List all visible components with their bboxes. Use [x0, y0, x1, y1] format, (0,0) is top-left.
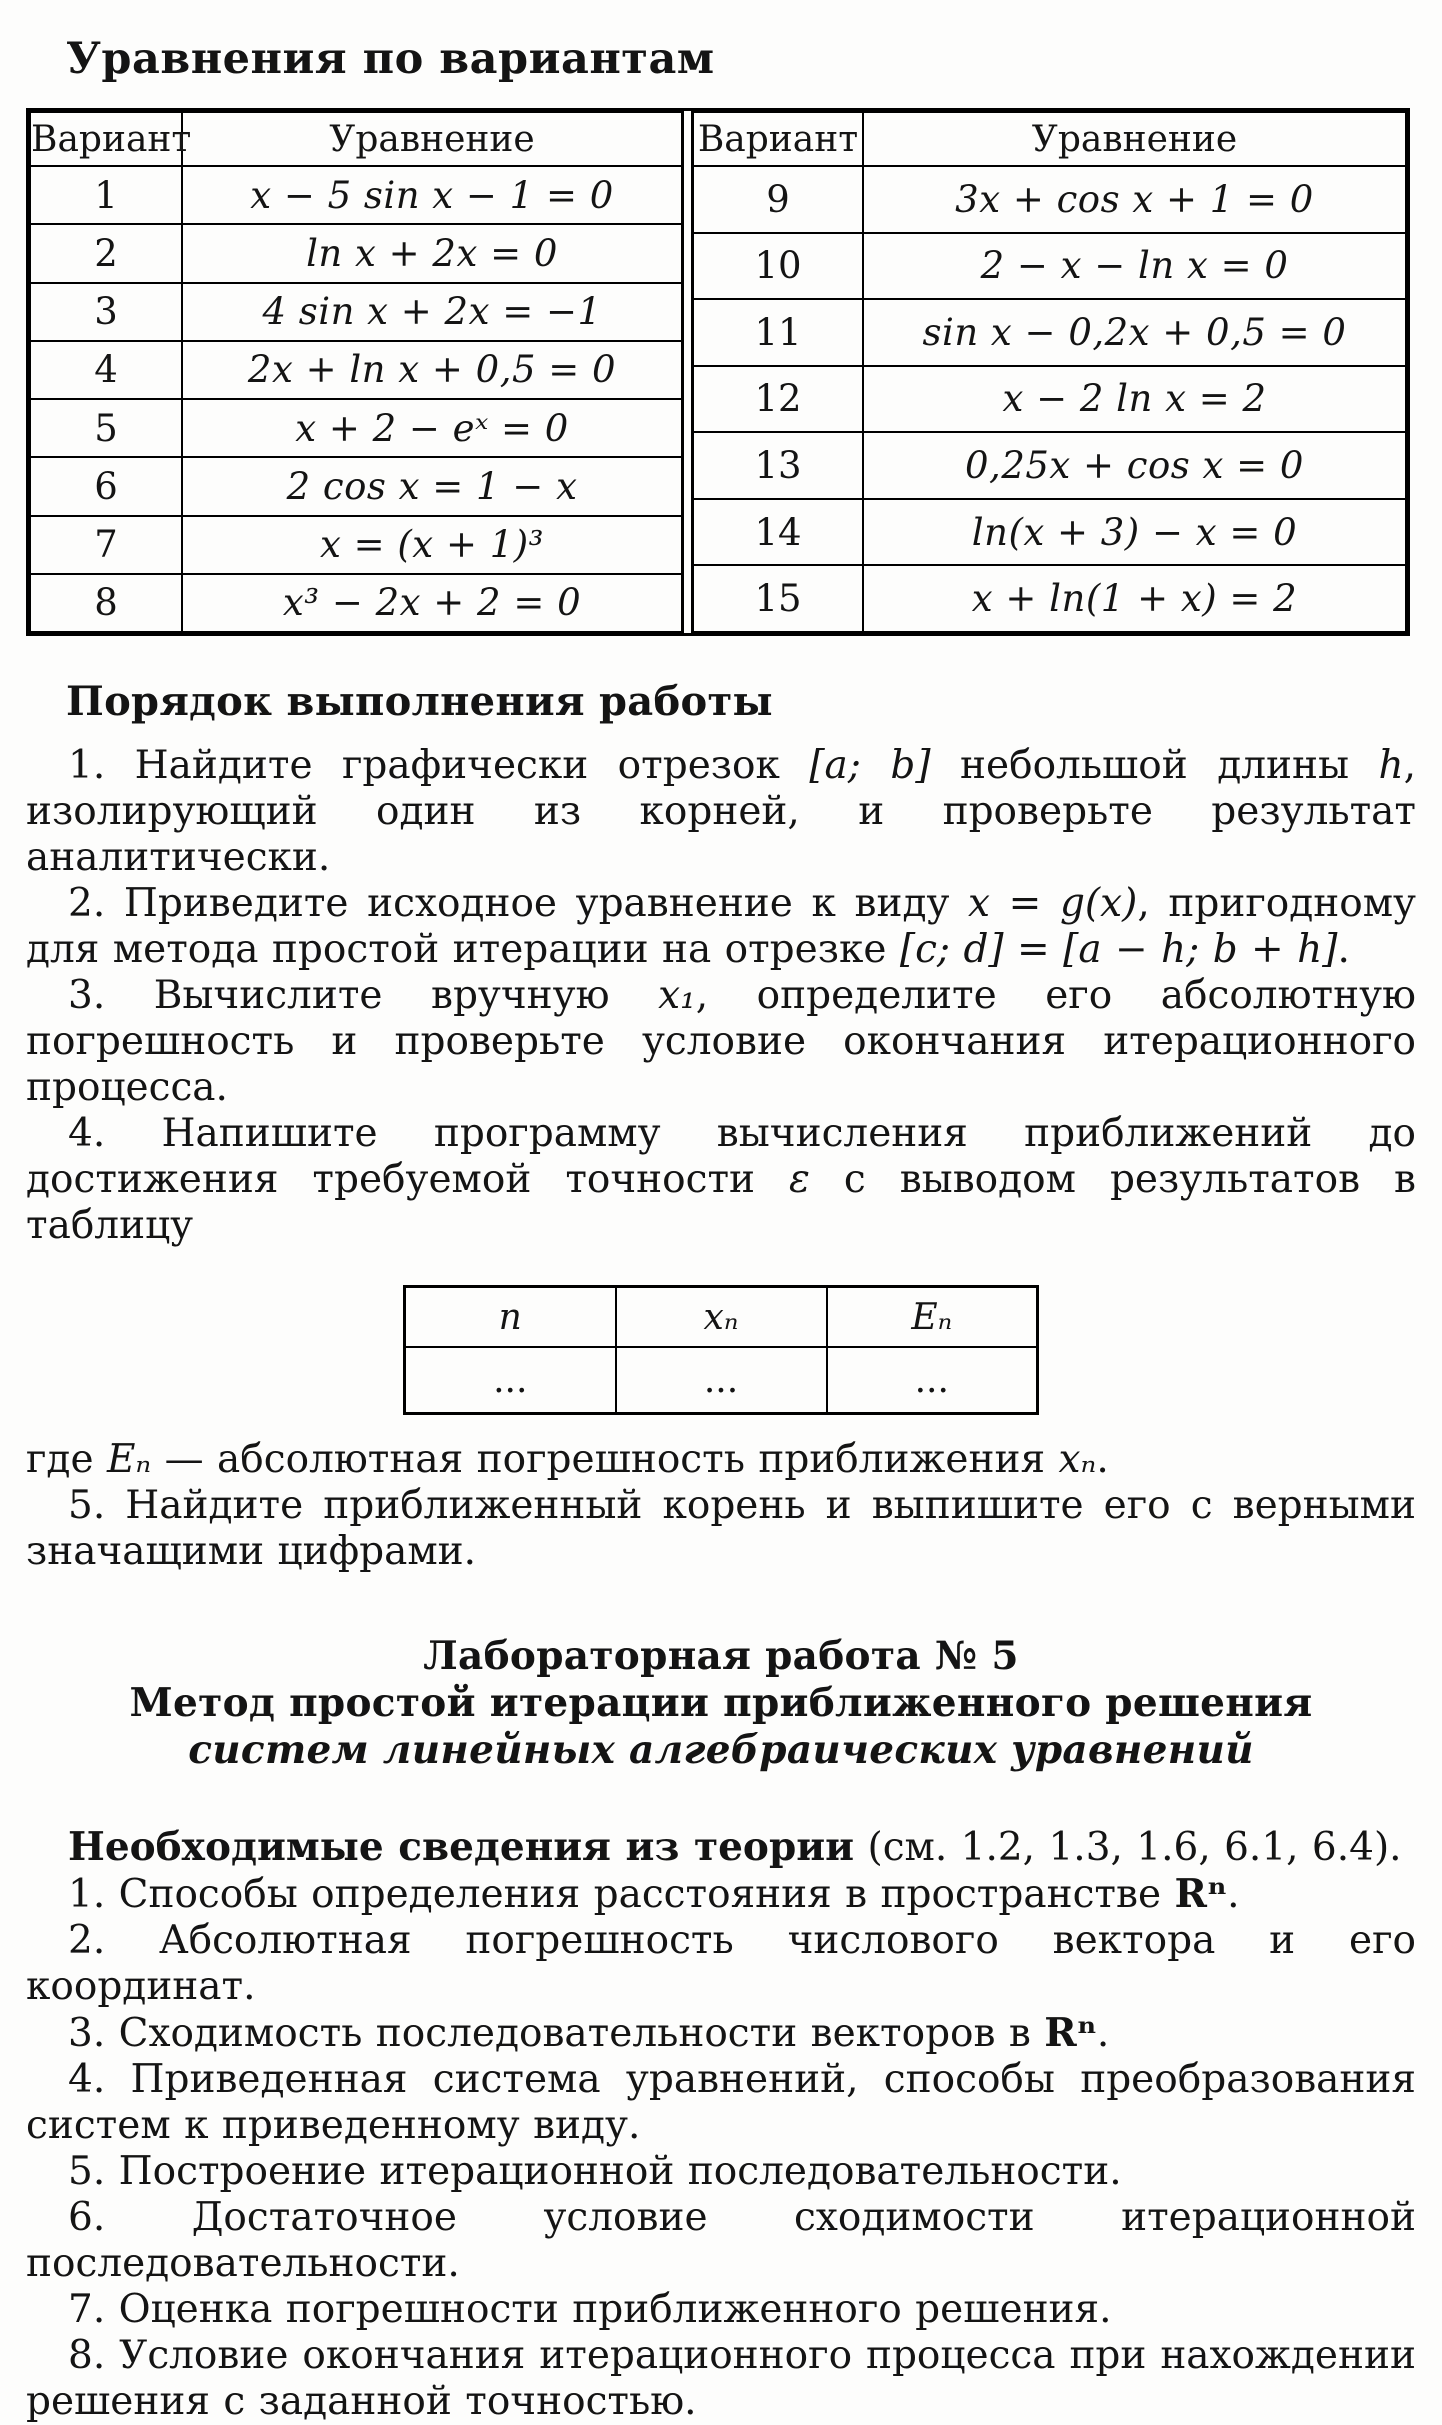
math-run: h	[1378, 743, 1404, 788]
lab-subtitle-2: систем линейных алгебраических уравнений	[188, 1727, 1254, 1773]
equation-header: Уравнение	[863, 112, 1406, 166]
lab-subtitle-1: Метод простой итерации приближенного решения	[129, 1680, 1313, 1726]
variant-cell: 15	[693, 565, 864, 632]
equation-cell: x³ − 2x + 2 = 0	[182, 574, 683, 632]
equation-cell: 0,25x + cos x = 0	[863, 432, 1406, 499]
table-row	[693, 166, 1407, 233]
table-row	[693, 432, 1407, 499]
variant-cell: 4	[30, 341, 182, 399]
theory-item-1	[26, 1871, 1416, 1918]
table-row	[693, 299, 1407, 366]
variant-cell: 10	[693, 233, 864, 300]
equation-cell: sin x − 0,2x + 0,5 = 0	[863, 299, 1406, 366]
math-run: ε	[789, 1157, 810, 1202]
theory-heading	[26, 1824, 1416, 1871]
equation-header: Уравнение	[182, 112, 683, 166]
text-run: (см. 1.2, 1.3, 1.6, 6.1, 6.4).	[854, 1825, 1402, 1870]
equations-table-right	[691, 111, 1407, 633]
text-run: — абсолютная погрешность приближения	[151, 1437, 1059, 1482]
math-run: xₙ	[1058, 1437, 1097, 1482]
where-line	[26, 1437, 1416, 1483]
text-run: , пригодному для метода простой итерации на отрезке	[26, 881, 1416, 972]
theory-section	[26, 1824, 1416, 2425]
equation-cell: 4 sin x + 2x = −1	[182, 283, 683, 341]
equation-cell: 2 cos x = 1 − x	[182, 457, 683, 515]
theory-item-8: 8. Условие окончания итерационного процесса при нахождении решения с заданной точностью.	[26, 2333, 1416, 2424]
variant-header: Вариант	[30, 112, 182, 166]
text-run: 1. Найдите графически отрезок	[68, 743, 810, 788]
math-run: [a; b]	[809, 743, 931, 788]
variant-cell: 14	[693, 499, 864, 566]
math-run: Eₙ	[106, 1437, 152, 1482]
procedure-step-3	[26, 973, 1416, 1111]
text-run: .	[1337, 927, 1350, 972]
equations-table	[26, 108, 1410, 636]
lab-title: Лабораторная работа № 5	[423, 1633, 1019, 1679]
table-row	[30, 224, 683, 282]
math-run: Rⁿ	[1174, 1871, 1228, 1917]
variant-cell: 12	[693, 366, 864, 433]
col-en-header: Eₙ	[827, 1287, 1038, 1348]
text-run: 4. Напишите программу вычисления приближений до достижения требуемой точности	[26, 1111, 1416, 1202]
equation-cell: x − 5 sin x − 1 = 0	[182, 166, 683, 224]
table-row	[693, 366, 1407, 433]
table-row	[693, 499, 1407, 566]
text-run: .	[1096, 1437, 1109, 1482]
table-row	[405, 1347, 1038, 1414]
math-run: Rⁿ	[1044, 2010, 1097, 2056]
lab-work-heading	[26, 1633, 1416, 1774]
theory-item-5: 5. Построение итерационной последовательности.	[68, 2149, 1122, 2194]
variant-cell: 2	[30, 224, 182, 282]
variant-cell: 11	[693, 299, 864, 366]
equation-cell: x − 2 ln x = 2	[863, 366, 1406, 433]
variant-cell: 9	[693, 166, 864, 233]
table-row	[30, 457, 683, 515]
theory-heading-bold: Необходимые сведения из теории	[68, 1824, 855, 1870]
theory-item-3	[26, 2010, 1416, 2057]
dots-cell: ...	[405, 1347, 616, 1414]
equation-cell: ln x + 2x = 0	[182, 224, 683, 282]
procedure-step-1	[26, 743, 1416, 881]
equation-cell: x = (x + 1)³	[182, 516, 683, 574]
text-run: где	[26, 1437, 107, 1482]
variant-cell: 1	[30, 166, 182, 224]
text-run: .	[1227, 1872, 1240, 1917]
results-table	[403, 1285, 1039, 1415]
theory-item-4: 4. Приведенная система уравнений, способы преобразования систем к приведенному виду.	[26, 2057, 1416, 2148]
table-row	[693, 233, 1407, 300]
table-row	[30, 516, 683, 574]
text-run: .	[1096, 2011, 1110, 2056]
equation-cell: ln(x + 3) − x = 0	[863, 499, 1406, 566]
page-title: Уравнения по вариантам	[66, 34, 715, 84]
variant-cell: 6	[30, 457, 182, 515]
text-run: с выводом результатов в таблицу	[26, 1157, 1416, 1248]
variant-cell: 3	[30, 283, 182, 341]
text-run: небольшой длины	[930, 743, 1379, 788]
theory-item-2: 2. Абсолютная погрешность числового вектора и его координат.	[26, 1918, 1416, 2009]
equation-cell: 3x + cos x + 1 = 0	[863, 166, 1406, 233]
dots-cell: ...	[827, 1347, 1038, 1414]
table-row	[30, 341, 683, 399]
math-run: x₁	[658, 973, 696, 1018]
variant-header: Вариант	[693, 112, 864, 166]
equation-cell: x + ln(1 + x) = 2	[863, 565, 1406, 632]
variant-cell: 13	[693, 432, 864, 499]
equation-cell: x + 2 − eˣ = 0	[182, 399, 683, 457]
theory-item-6: 6. Достаточное условие сходимости итерационной последовательности.	[26, 2195, 1416, 2286]
table-row	[30, 283, 683, 341]
theory-item-7: 7. Оценка погрешности приближенного решения.	[68, 2287, 1112, 2332]
math-run: x = g(x)	[968, 881, 1138, 926]
col-n-header: n	[405, 1287, 616, 1348]
table-header-row	[693, 112, 1407, 166]
equation-cell: 2x + ln x + 0,5 = 0	[182, 341, 683, 399]
procedure-heading: Порядок выполнения работы	[66, 678, 773, 725]
text-run: 3. Вычислите вручную	[68, 973, 659, 1018]
text-run: , изолирующий один из корней, и проверьте результат аналитически.	[26, 743, 1416, 880]
procedure-step-2	[26, 881, 1416, 973]
equation-cell: 2 − x − ln x = 0	[863, 233, 1406, 300]
equations-table-left	[29, 111, 684, 633]
math-run: [c; d] = [a − h; b + h]	[899, 927, 1338, 972]
variant-cell: 8	[30, 574, 182, 632]
table-row	[30, 166, 683, 224]
table-header-row	[30, 112, 683, 166]
variant-cell: 7	[30, 516, 182, 574]
text-run: 2. Приведите исходное уравнение к виду	[68, 881, 969, 926]
text-run: 1. Способы определения расстояния в пространстве	[68, 1872, 1175, 1917]
procedure-step-5: 5. Найдите приближенный корень и выпишите его с верными значащими цифрами.	[26, 1483, 1416, 1574]
variant-cell: 5	[30, 399, 182, 457]
text-run: 3. Сходимость последовательности векторов в	[68, 2011, 1045, 2056]
table-row	[30, 399, 683, 457]
procedure-step-4	[26, 1111, 1416, 1249]
table-row	[30, 574, 683, 632]
dots-cell: ...	[616, 1347, 827, 1414]
table-row	[693, 565, 1407, 632]
text-run: , определите его абсолютную погрешность и проверьте условие окончания итерационного процесса.	[26, 973, 1416, 1110]
table-header-row	[405, 1287, 1038, 1348]
col-xn-header: xₙ	[616, 1287, 827, 1348]
